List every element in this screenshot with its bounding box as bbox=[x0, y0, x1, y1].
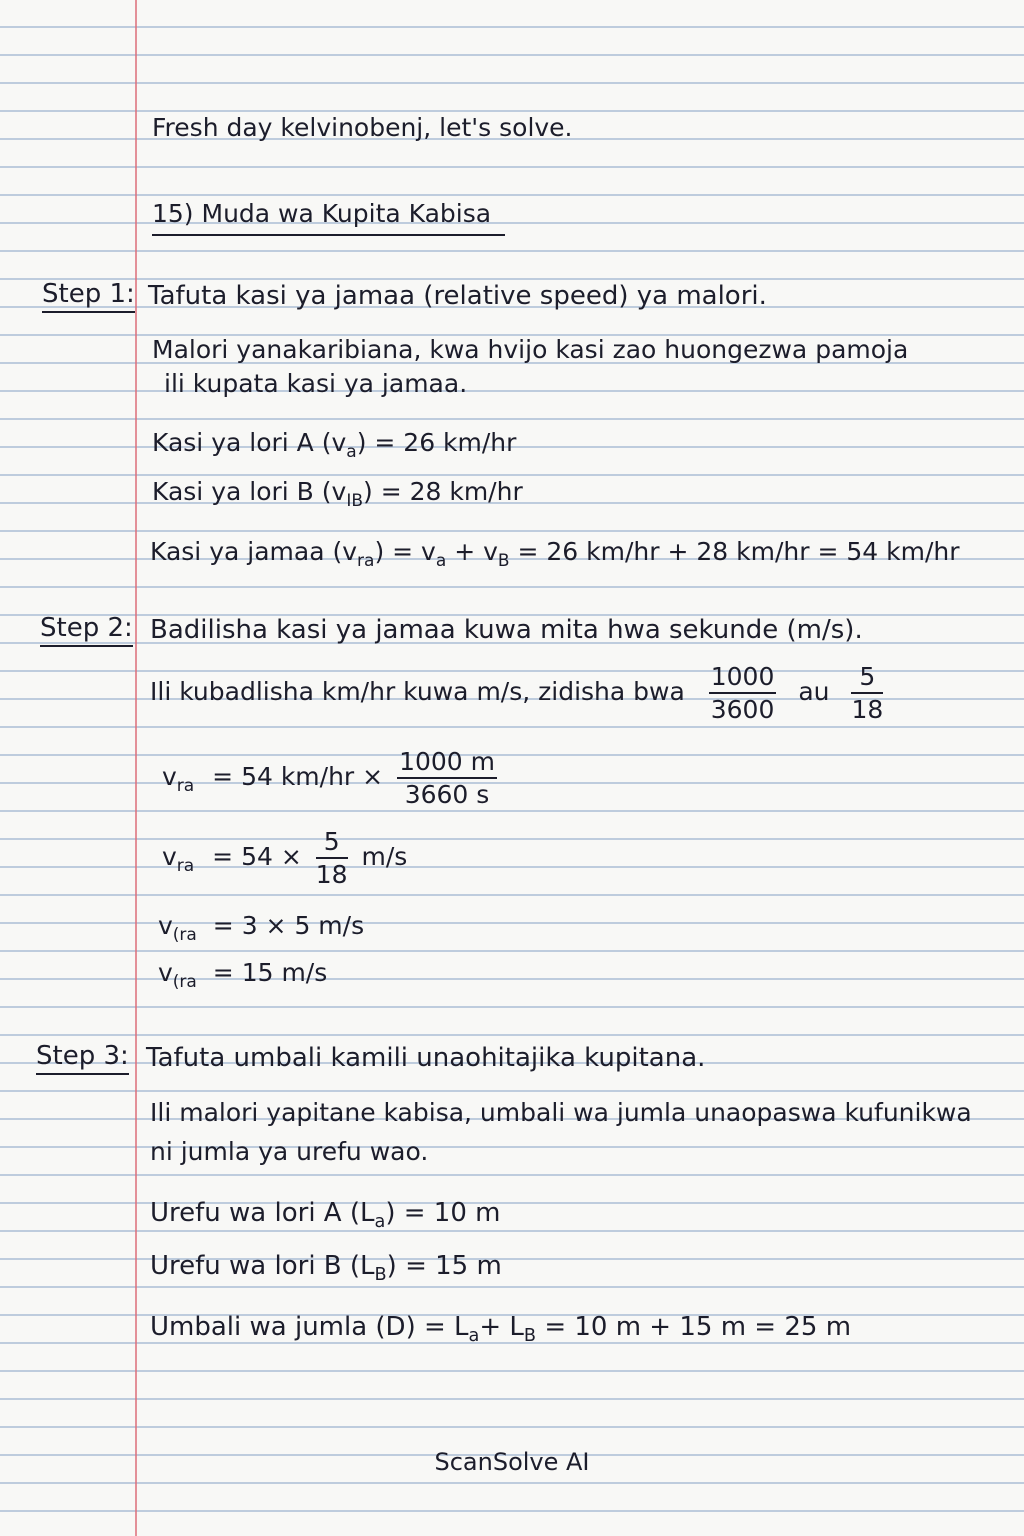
total-subscript-b: B bbox=[523, 1326, 537, 1347]
eq4-variable: v bbox=[158, 958, 173, 987]
sub-b: B bbox=[497, 550, 510, 571]
step3-total-distance bbox=[150, 1311, 852, 1347]
step1-label: Step 1: bbox=[42, 278, 135, 313]
fraction-numerator: 5 bbox=[851, 663, 883, 695]
step3-label: Step 3: bbox=[36, 1040, 129, 1075]
length-a-prefix: Urefu wa lori A (L bbox=[150, 1198, 375, 1228]
eq1-middle: = 54 km/hr × bbox=[212, 762, 384, 791]
eq4-result: = 15 m/s bbox=[212, 958, 328, 987]
sub-a: a bbox=[346, 441, 357, 462]
step1-para-line2: ili kupata kasi ya jamaa. bbox=[164, 369, 468, 398]
problem-title bbox=[152, 198, 505, 230]
step2-conversion-line bbox=[150, 660, 889, 724]
length-b-value: ) = 15 m bbox=[386, 1251, 502, 1281]
conversion-or: au bbox=[798, 677, 830, 706]
step3-length-b bbox=[150, 1250, 502, 1286]
eq3-variable: v bbox=[158, 911, 173, 940]
step1-speed-a: Kasi ya lori A $(v_a) = 26$ km/hr bbox=[152, 428, 517, 462]
fraction-numerator: 5 bbox=[316, 828, 348, 860]
step2-equation-3 bbox=[158, 910, 365, 945]
eq2-subscript: ra bbox=[176, 855, 195, 876]
eq2-unit: m/s bbox=[361, 842, 408, 871]
total-result: = 10 m + 15 m = 25 m bbox=[544, 1312, 852, 1342]
conversion-text: Ili kubadlisha km/hr kuwa m/s, zidisha bwa bbox=[150, 677, 685, 706]
eq3-result: = 3 × 5 m/s bbox=[212, 911, 365, 940]
fraction-1000-3600 bbox=[709, 663, 777, 724]
step3-length-a bbox=[150, 1197, 501, 1233]
length-b-prefix: Urefu wa lori B (L bbox=[150, 1251, 375, 1281]
fraction-denominator: 3600 bbox=[710, 695, 775, 724]
problem-title-text: 15) Muda wa Kupita Kabisa bbox=[152, 199, 505, 236]
eq1-subscript: ra bbox=[176, 775, 195, 796]
eq2-middle: = 54 × bbox=[212, 842, 302, 871]
step2-heading: Badilisha kasi ya jamaa kuwa mita hwa sekunde (m/s). bbox=[150, 615, 863, 645]
length-b-subscript: B bbox=[374, 1265, 387, 1286]
length-a-value: ) = 10 m bbox=[385, 1198, 501, 1228]
step1-speed-b: Kasi ya lori B $(v_{IB}) = 28$ km/hr bbox=[152, 477, 523, 511]
fraction-numerator: 1000 m bbox=[397, 748, 497, 780]
fraction-denominator: 18 bbox=[315, 860, 348, 889]
margin-line bbox=[135, 0, 137, 1536]
total-subscript-a: a bbox=[468, 1326, 480, 1347]
total-plus: + L bbox=[479, 1312, 524, 1342]
step2-equation-2 bbox=[162, 824, 407, 890]
step1-relative-speed: Kasi ya jamaa $(v_{ra}) = v_a + v_B = 26$ km/hr + 28 km/hr = 54 km/hr bbox=[150, 537, 960, 571]
fraction-5-18 bbox=[851, 663, 883, 724]
eq2-variable: v bbox=[162, 842, 177, 871]
eq1-variable: v bbox=[162, 762, 177, 791]
greeting-text: Fresh day kelvinobenj, let's solve. bbox=[152, 113, 573, 142]
step2-equation-4 bbox=[158, 957, 328, 992]
footer-brand: ScanSolve AI bbox=[434, 1448, 590, 1476]
step2-equation-1 bbox=[162, 744, 503, 810]
length-a-subscript: a bbox=[374, 1212, 386, 1233]
step1-heading: Tafuta kasi ya jamaa (relative speed) ya malori. bbox=[148, 281, 767, 311]
eq1-fraction bbox=[397, 748, 497, 809]
step3-para-line2: ni jumla ya urefu wao. bbox=[150, 1137, 429, 1166]
step2-label: Step 2: bbox=[40, 612, 133, 647]
total-prefix: Umbali wa jumla (D) = L bbox=[150, 1312, 469, 1342]
eq2-fraction bbox=[316, 828, 348, 889]
step1-para-line1: Malori yanakaribiana, kwa hvijo kasi zao huongezwa pamoja bbox=[152, 335, 909, 364]
step3-heading: Tafuta umbali kamili unaohitajika kupitana. bbox=[146, 1043, 706, 1073]
step3-para-line1: Ili malori yapitane kabisa, umbali wa jumla unaopaswa kufunikwa bbox=[150, 1098, 972, 1127]
fraction-numerator: 1000 bbox=[709, 663, 777, 695]
eq4-subscript: (ra bbox=[172, 971, 197, 992]
fraction-denominator: 18 bbox=[851, 695, 884, 724]
sub-ib: IB bbox=[346, 490, 363, 511]
fraction-denominator: 3660 s bbox=[404, 780, 490, 809]
sub-ra: ra bbox=[357, 550, 375, 571]
sub-a2: a bbox=[435, 550, 447, 571]
eq3-subscript: (ra bbox=[172, 924, 197, 945]
